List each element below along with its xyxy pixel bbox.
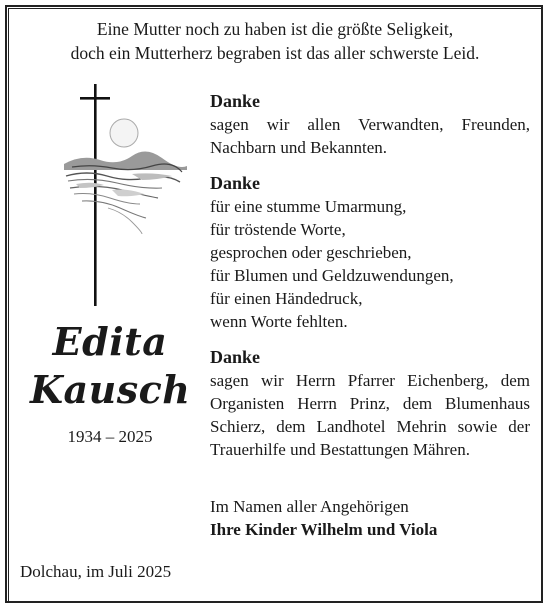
- intro-line-2: doch ein Mutterherz begraben ist das aller schwerste Leid.: [70, 43, 480, 63]
- closing-section: [210, 495, 437, 541]
- intro-line-1: Eine Mutter noch zu haben ist die größte Seligkeit,: [96, 19, 454, 39]
- cross-landscape-illustration: [62, 84, 192, 309]
- thanks-line: für einen Händedruck,: [210, 289, 363, 308]
- life-years: 1934 – 2025: [67, 427, 153, 446]
- thanks-line: Organisten Herrn Prinz, dem Blumenhaus: [210, 394, 530, 413]
- thanks-line: für Blumen und Geldzuwendungen,: [210, 266, 454, 285]
- thanks-line: Trauerhilfe und Bestattungen Mähren.: [210, 440, 470, 459]
- deceased-first-name: Edita: [52, 319, 168, 364]
- thanks-heading: Danke: [210, 173, 261, 193]
- closing-line: Im Namen aller Angehörigen: [210, 497, 409, 516]
- thanks-line: sagen wir allen Verwandten, Freunden,: [210, 115, 530, 134]
- deceased-last-name: Kausch: [30, 367, 191, 412]
- thanks-line: für tröstende Worte,: [210, 220, 346, 239]
- thanks-block-3: [210, 346, 530, 461]
- thanks-heading: Danke: [210, 347, 261, 367]
- place-date: Dolchau, im Juli 2025: [20, 562, 172, 581]
- thanks-line: Schierz, dem Landhotel Mehrin sowie der: [210, 417, 530, 436]
- thanks-section: [210, 90, 530, 474]
- closing-signature: Ihre Kinder Wilhelm und Viola: [210, 520, 438, 539]
- thanks-line: wenn Worte fehlten.: [210, 312, 348, 331]
- thanks-line: Nachbarn und Bekannten.: [210, 138, 388, 157]
- thanks-line: für eine stumme Umarmung,: [210, 197, 407, 216]
- thanks-line: gesprochen oder geschrieben,: [210, 243, 412, 262]
- intro-verse: [0, 17, 550, 65]
- thanks-block-2: [210, 172, 530, 333]
- thanks-heading: Danke: [210, 91, 261, 111]
- thanks-line: sagen wir Herrn Pfarrer Eichenberg, dem: [210, 371, 530, 390]
- thanks-block-1: [210, 90, 530, 159]
